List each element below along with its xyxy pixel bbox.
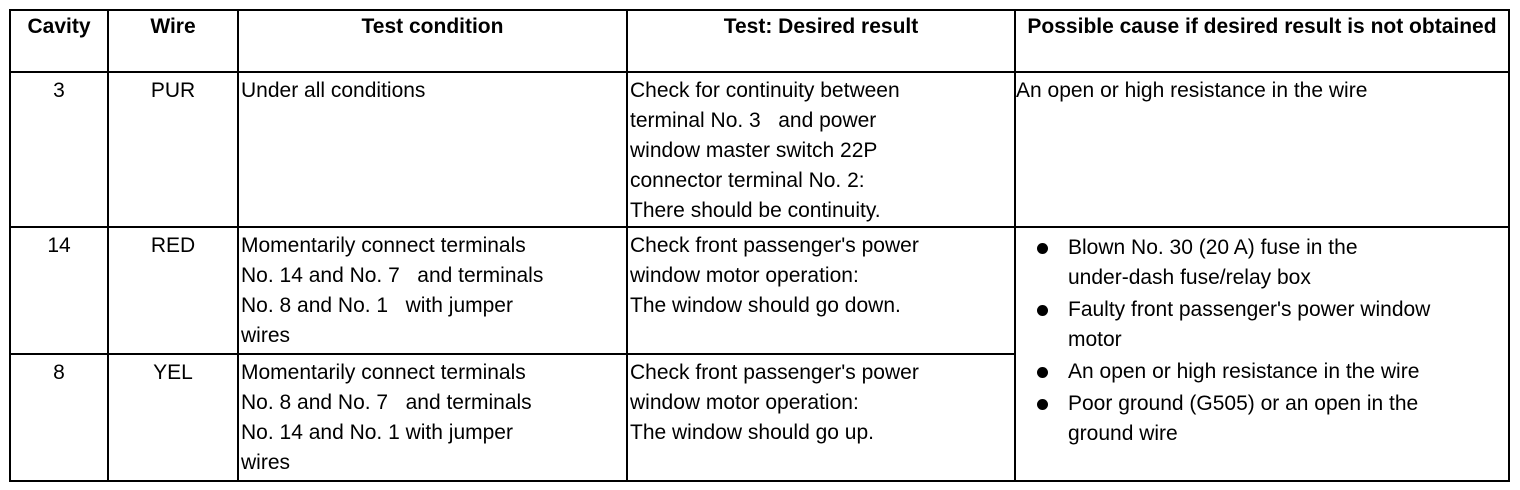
result-line: connector terminal No. 2: bbox=[630, 169, 865, 192]
wire-cell: RED bbox=[108, 227, 238, 354]
result-line: The window should go up. bbox=[630, 421, 874, 444]
condition-line: No. 8 and No. 1 with jumper bbox=[241, 294, 513, 317]
cause-line: Poor ground (G505) or an open in the bbox=[1068, 392, 1419, 415]
cause-line: An open or high resistance in the wire bbox=[1068, 360, 1420, 383]
list-item bbox=[1016, 295, 1506, 355]
bullet-icon bbox=[1037, 305, 1048, 316]
result-cell bbox=[627, 72, 1015, 227]
list-item bbox=[1016, 389, 1506, 449]
condition-line: Momentarily connect terminals bbox=[241, 234, 526, 257]
bullet-icon bbox=[1037, 399, 1048, 410]
condition-line: Momentarily connect terminals bbox=[241, 361, 526, 384]
cause-line: Blown No. 30 (20 A) fuse in the bbox=[1068, 236, 1358, 259]
result-cell bbox=[627, 227, 1015, 354]
result-cell bbox=[627, 354, 1015, 481]
cause-list bbox=[1016, 231, 1506, 449]
condition-cell bbox=[238, 227, 627, 354]
cause-line: motor bbox=[1068, 328, 1122, 351]
condition-line: Under all conditions bbox=[241, 79, 426, 102]
cause-line: ground wire bbox=[1068, 422, 1178, 445]
list-item bbox=[1016, 233, 1506, 293]
result-line: window motor operation: bbox=[630, 264, 859, 287]
bullet-icon bbox=[1037, 367, 1048, 378]
list-item bbox=[1016, 357, 1506, 387]
header-wire: Wire bbox=[108, 10, 238, 72]
result-line: window motor operation: bbox=[630, 391, 859, 414]
header-cavity: Cavity bbox=[10, 10, 108, 72]
condition-cell bbox=[238, 354, 627, 481]
table-row bbox=[10, 72, 1509, 227]
wire-cell: YEL bbox=[108, 354, 238, 481]
test-table bbox=[9, 9, 1510, 482]
test-table-container bbox=[9, 9, 1510, 482]
header-possible-cause: Possible cause if desired result is not obtained bbox=[1015, 10, 1509, 72]
bullet-icon bbox=[1037, 243, 1048, 254]
cavity-cell: 3 bbox=[10, 72, 108, 227]
result-line: terminal No. 3 and power bbox=[630, 109, 877, 132]
result-line: Check front passenger's power bbox=[630, 361, 919, 384]
condition-line: No. 14 and No. 7 and terminals bbox=[241, 264, 544, 287]
condition-cell bbox=[238, 72, 627, 227]
result-line: Check front passenger's power bbox=[630, 234, 919, 257]
result-line: Check for continuity between bbox=[630, 79, 900, 102]
condition-line: No. 8 and No. 7 and terminals bbox=[241, 391, 532, 414]
condition-line: No. 14 and No. 1 with jumper bbox=[241, 421, 513, 444]
cavity-cell: 8 bbox=[10, 354, 108, 481]
cause-line: Faulty front passenger's power window bbox=[1068, 298, 1431, 321]
header-test-condition: Test condition bbox=[238, 10, 627, 72]
cavity-cell: 14 bbox=[10, 227, 108, 354]
cause-text: An open or high resistance in the wire bbox=[1016, 79, 1368, 102]
result-line: The window should go down. bbox=[630, 294, 901, 317]
result-line: window master switch 22P bbox=[630, 139, 878, 162]
cause-cell bbox=[1015, 72, 1509, 227]
table-row bbox=[10, 227, 1509, 354]
result-line: There should be continuity. bbox=[630, 199, 881, 222]
condition-line: wires bbox=[241, 324, 291, 347]
header-desired-result: Test: Desired result bbox=[627, 10, 1015, 72]
shared-cause-cell bbox=[1015, 227, 1509, 481]
condition-line: wires bbox=[241, 451, 291, 474]
cause-line: under-dash fuse/relay box bbox=[1068, 266, 1311, 289]
header-row bbox=[10, 10, 1509, 72]
wire-cell: PUR bbox=[108, 72, 238, 227]
